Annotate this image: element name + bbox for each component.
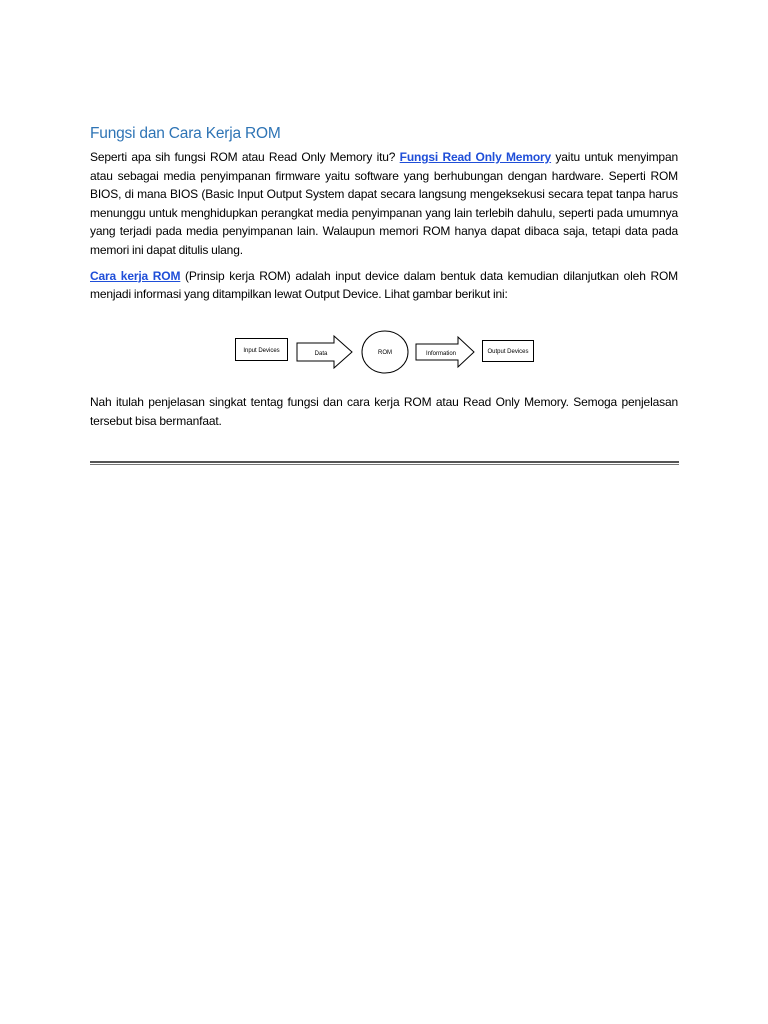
document-content-lower [90, 393, 678, 430]
link-fungsi-rom[interactable]: Fungsi Read Only Memory [399, 150, 552, 164]
paragraph-conclusion: Nah itulah penjelasan singkat tentag fungsi dan cara kerja ROM atau Read Only Memory. Semoga penjelasan tersebut bisa bermanfaat. [90, 395, 678, 428]
paragraph-rom-working [90, 267, 678, 304]
link-cara-kerja-rom[interactable]: Cara kerja ROM [90, 268, 181, 283]
paragraph-text: yaitu untuk menyimpan atau sebagai media penyimpanan firmware yaitu software yang berhubungan dengan hardware. Seperti ROM BIOS, di mana BIOS (Basic Input Output System dapat secara langsung mengeksekusi secara tepat tanpa harus menunggu untuk menghidupkan perangkat media penyimpanan yang lain terlebih dahulu, seperti pada umumnya yang terjadi pada media penyimpanan lain. Walaupun memori ROM hanya dapat dibaca saja, tetapi data pada memori ini dapat ditulis ulang. [90, 150, 678, 257]
paragraph-rom-function [90, 148, 678, 260]
section-heading: Fungsi dan Cara Kerja ROM [90, 125, 281, 142]
output-devices-label: Output Devices [487, 349, 529, 355]
information-label: Information [425, 351, 457, 357]
rom-label: ROM [378, 350, 392, 356]
input-devices-label: Input Devices [243, 348, 280, 354]
document-content [90, 124, 678, 304]
paragraph-text: (Prinsip kerja ROM) adalah input device dalam bentuk data kemudian dilanjutkan oleh ROM menjadi informasi yang ditampilkan lewat Output Device. Lihat gambar berikut ini: [90, 268, 678, 302]
paragraph-text: Seperti apa sih fungsi ROM atau Read Only Memory itu? [90, 150, 400, 164]
rom-flow-diagram [234, 328, 536, 376]
data-label: Data [314, 351, 328, 357]
rom-flow-svg [234, 328, 536, 376]
horizontal-rule [90, 461, 679, 465]
